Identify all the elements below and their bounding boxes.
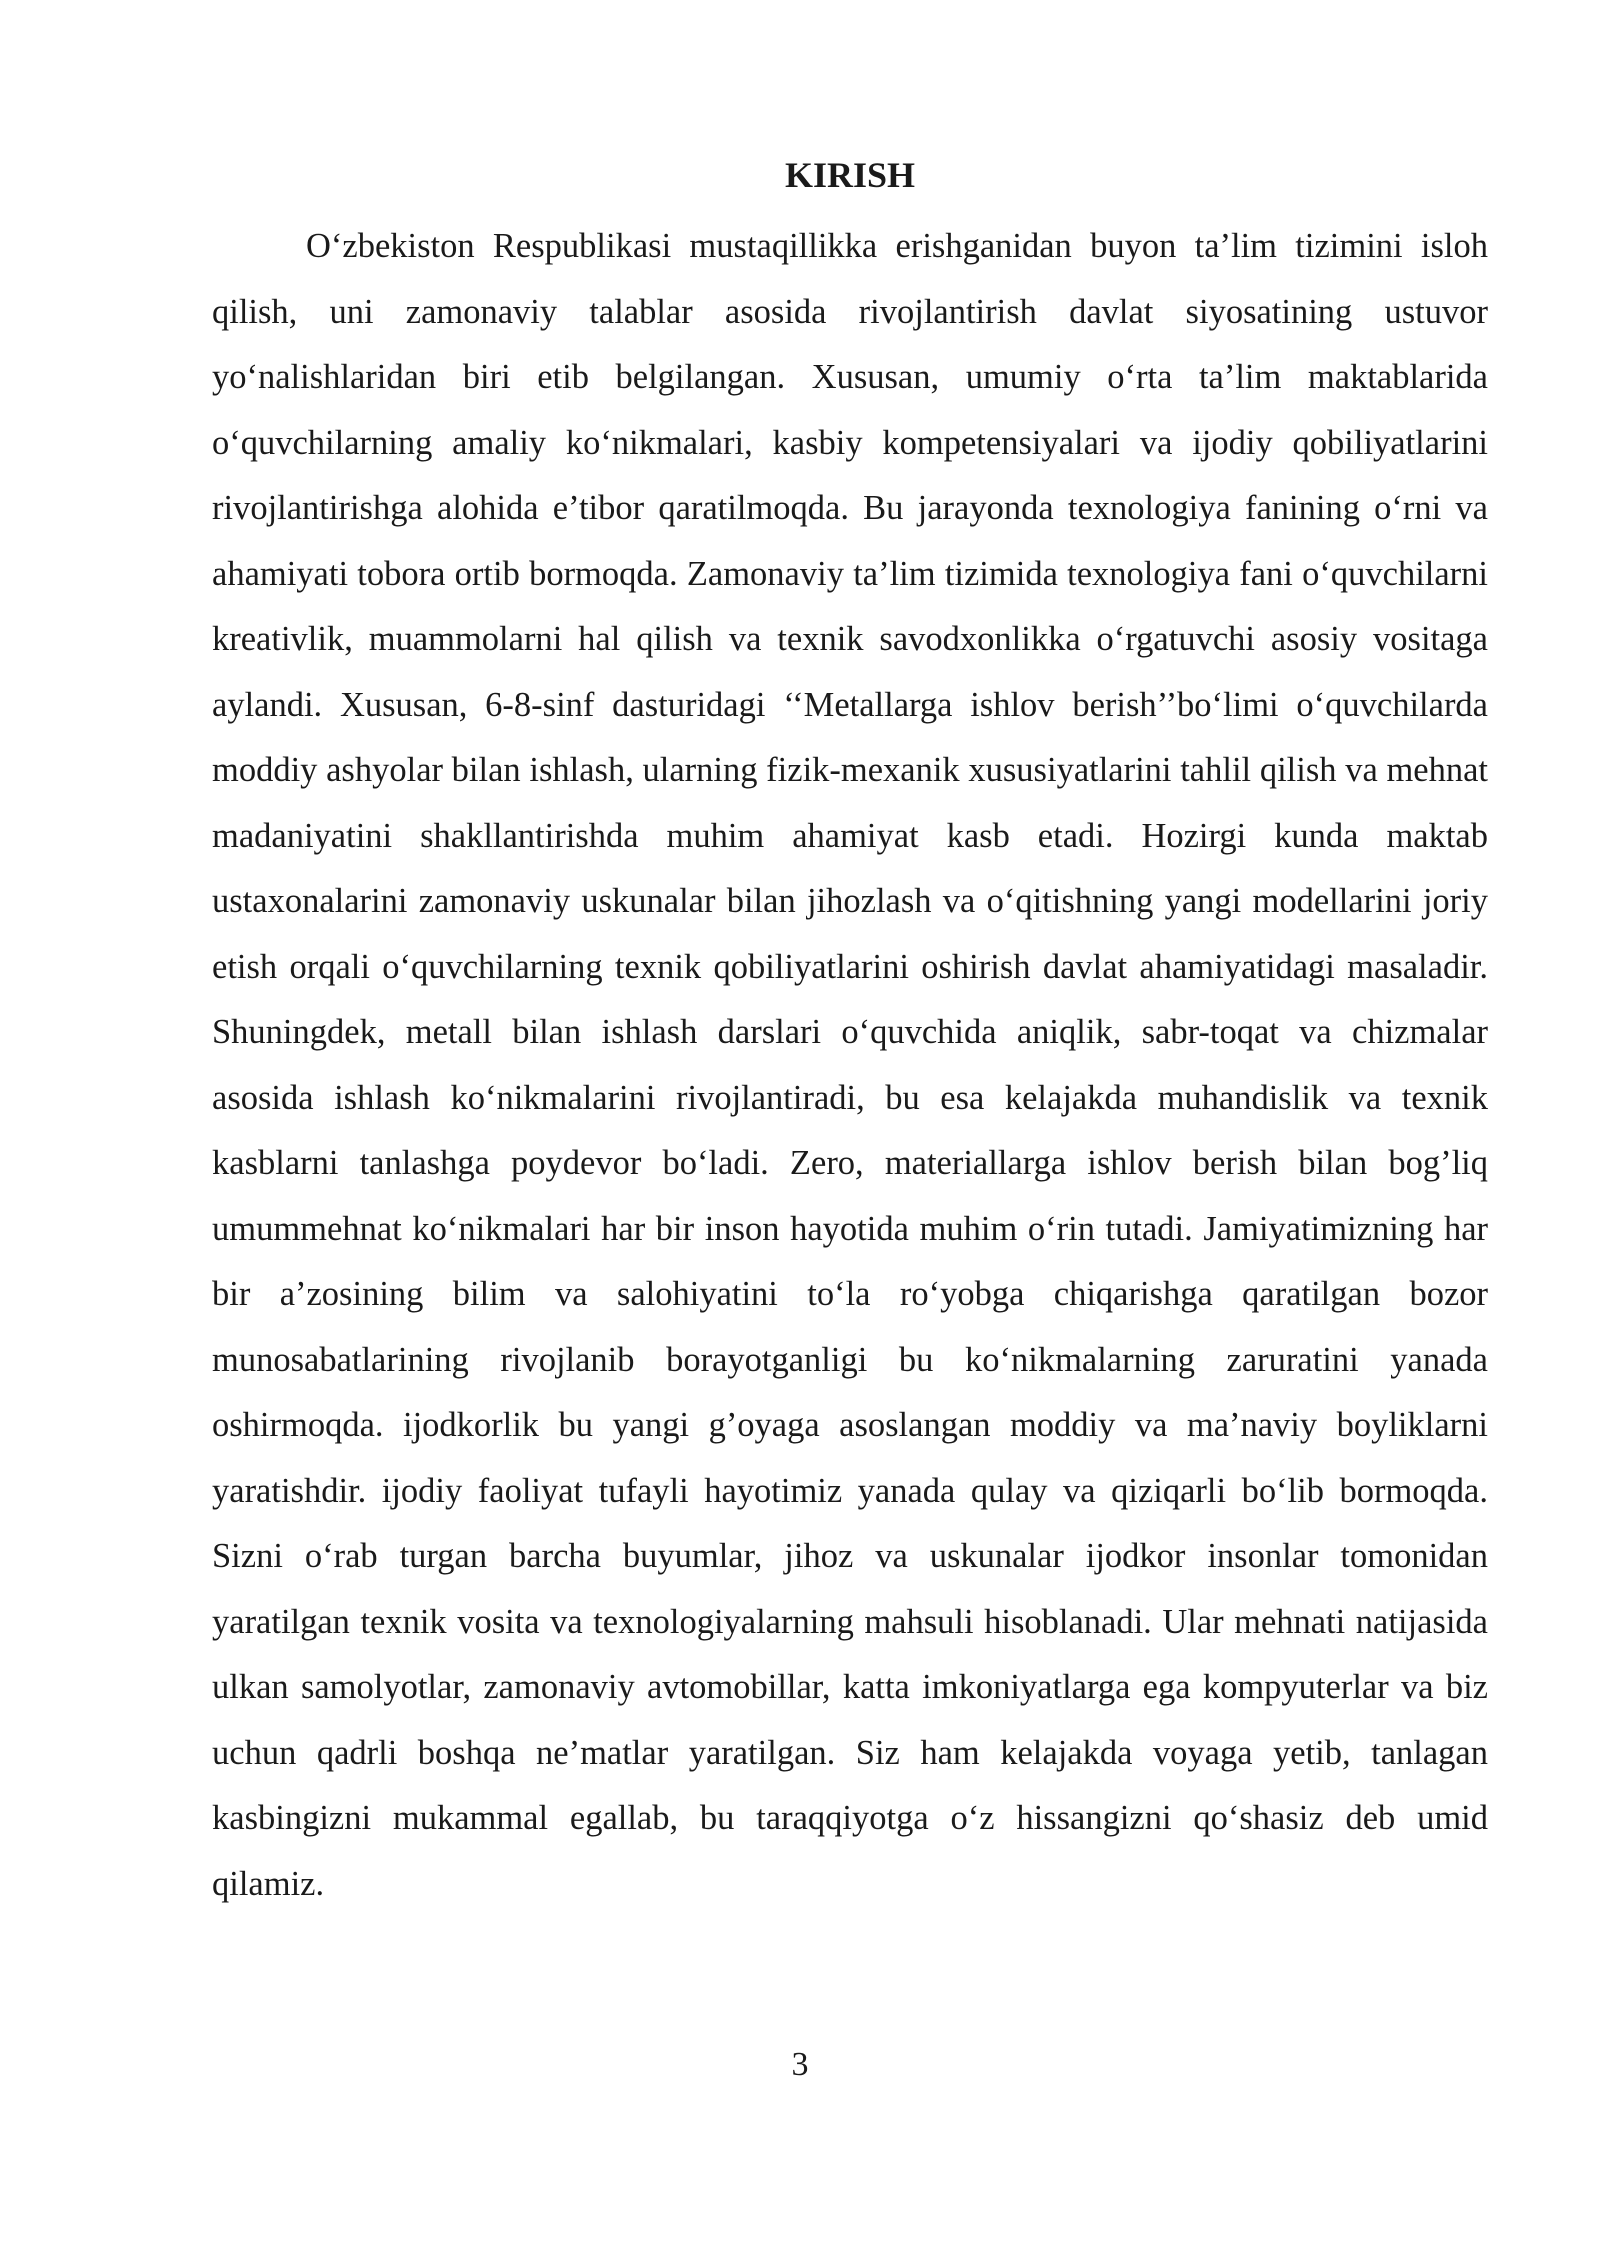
body-paragraph: O‘zbekiston Respublikasi mustaqillikka erishganidan buyon ta’lim tizimini isloh qilish, uni zamonaviy talablar asosida rivojlantirish davlat siyosatining ustuvor yo‘nalishlaridan biri etib belgilangan. Xususan, umumiy o‘rta ta’lim maktablarida o‘quvchilarning amaliy ko‘nikmalari, kasbiy kompetensiyalari va ijodiy qobiliyatlarini rivojlantirishga alohida e’tibor qaratilmoqda. Bu jarayonda texnologiya fanining o‘rni va ahamiyati tobora ortib bormoqda. Zamonaviy ta’lim tizimida texnologiya fani o‘quvchilarni kreativlik, muammolarni hal qilish va texnik savodxonlikka o‘rgatuvchi asosiy vositaga aylandi. Xususan, 6-8-sinf dasturidagi ‘‘Metallarga ishlov berish’’bo‘limi o‘quvchilarda moddiy ashyolar bilan ishlash, ularning fizik-mexanik xususiyatlarini tahlil qilish va mehnat madaniyatini shakllantirishda muhim ahamiyat kasb etadi. Hozirgi kunda maktab ustaxonalarini zamonaviy uskunalar bilan jihozlash va o‘qitishning yangi modellarini joriy etish orqali o‘quvchilarning texnik qobiliyatlarini oshirish davlat ahamiyatidagi masaladir. Shuningdek, metall bilan ishlash darslari o‘quvchida aniqlik, sabr-toqat va chizmalar asosida ishlash ko‘nikmalarini rivojlantiradi, bu esa kelajakda muhandislik va texnik kasblarni tanlashga poydevor bo‘ladi. Zero, materiallarga ishlov berish bilan bog’liq umummehnat ko‘nikmalari har bir inson hayotida muhim o‘rin tutadi. Jamiyatimizning har bir a’zosining bilim va salohiyatini to‘la ro‘yobga chiqarishga qaratilgan bozor munosabatlarining rivojlanib borayotganligi bu ko‘nikmalarning zaruratini yanada oshirmoqda. ijodkorlik bu yangi g’oyaga asoslangan moddiy va ma’naviy boyliklarni yaratishdir. ijodiy faoliyat tufayli hayotimiz yanada qulay va qiziqarli bo‘lib bormoqda. Sizni o‘rab turgan barcha buyumlar, jihoz va uskunalar ijodkor insonlar tomonidan yaratilgan texnik vosita va texnologiyalarning mahsuli hisoblanadi. Ular mehnati natijasida ulkan samolyotlar, zamonaviy avtomobillar, katta imkoniyatlarga ega kompyuterlar va biz uchun qadrli boshqa ne’matlar yaratilgan. Siz ham kelajakda voyaga yetib, tanlagan kasbingizni mukammal egallab, bu taraqqiyotga o‘z hissangizni qo‘shasiz deb umid qilamiz. (212, 227, 1488, 1903)
section-heading: KIRISH (784, 155, 916, 195)
page-number: 3 (791, 2046, 809, 2083)
